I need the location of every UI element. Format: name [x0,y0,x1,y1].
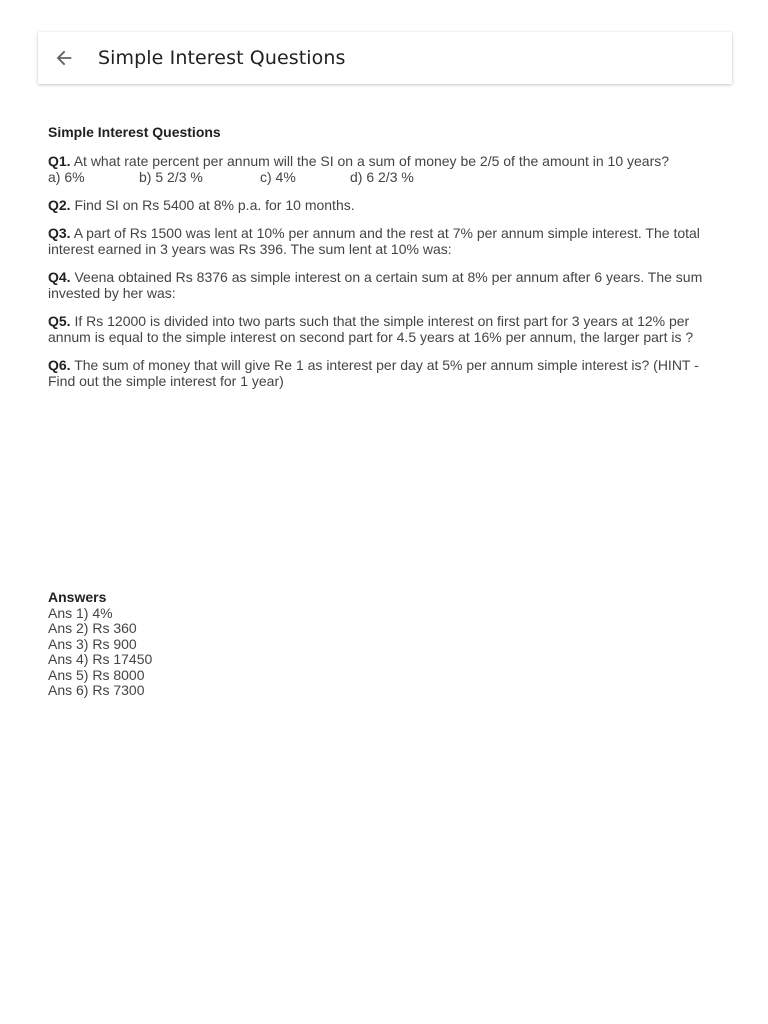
question-number: Q6. [48,357,71,373]
answer-item: Ans 1) 4% [48,604,113,621]
document-body [48,124,708,401]
question-options [48,169,708,185]
question-number: Q3. [48,225,71,241]
option-a: a) 6% [48,169,85,185]
question-text: Find SI on Rs 5400 at 8% p.a. for 10 months. [70,197,355,213]
answers-section [48,590,152,699]
option-b: b) 5 2/3 % [139,169,203,185]
question-number: Q1. [48,153,71,169]
option-d: d) 6 2/3 % [350,169,414,185]
answer-item: Ans 2) Rs 360 [48,620,137,636]
question-4 [48,269,708,301]
question-5 [48,313,708,345]
arrow-left-icon [53,47,75,69]
question-text: At what rate percent per annum will the SI on a sum of money be 2/5 of the amount in 10 years? [70,153,670,169]
question-6 [48,357,708,389]
answer-item: Ans 5) Rs 8000 [48,666,145,683]
option-c: c) 4% [260,169,296,185]
page-title: Simple Interest Questions [98,47,346,69]
question-number: Q5. [48,313,71,329]
question-1 [48,153,708,185]
answers-title: Answers [48,589,107,605]
question-2 [48,197,708,213]
question-number: Q2. [48,197,71,213]
question-text: The sum of money that will give Re 1 as interest per day at 5% per annum simple interest is? (HINT - Find out the simple interest for 1 year) [48,357,699,389]
answer-item: Ans 3) Rs 900 [48,635,137,652]
question-text: A part of Rs 1500 was lent at 10% per annum and the rest at 7% per annum simple interest. The total interest earned in 3 years was Rs 396. The sum lent at 10% was: [48,225,700,257]
document-title: Simple Interest Questions [48,124,221,140]
question-3 [48,225,708,257]
answer-item: Ans 6) Rs 7300 [48,682,145,698]
app-bar [38,32,732,84]
question-text: If Rs 12000 is divided into two parts such that the simple interest on first part for 3 years at 12% per annum is equal to the simple interest on second part for 4.5 years at 16% per annum, the larger part is ? [48,313,694,345]
question-number: Q4. [48,269,71,285]
question-text: Veena obtained Rs 8376 as simple interest on a certain sum at 8% per annum after 6 years. The sum invested by her was: [48,269,703,301]
back-button[interactable] [49,43,79,73]
answer-item: Ans 4) Rs 17450 [48,651,153,667]
